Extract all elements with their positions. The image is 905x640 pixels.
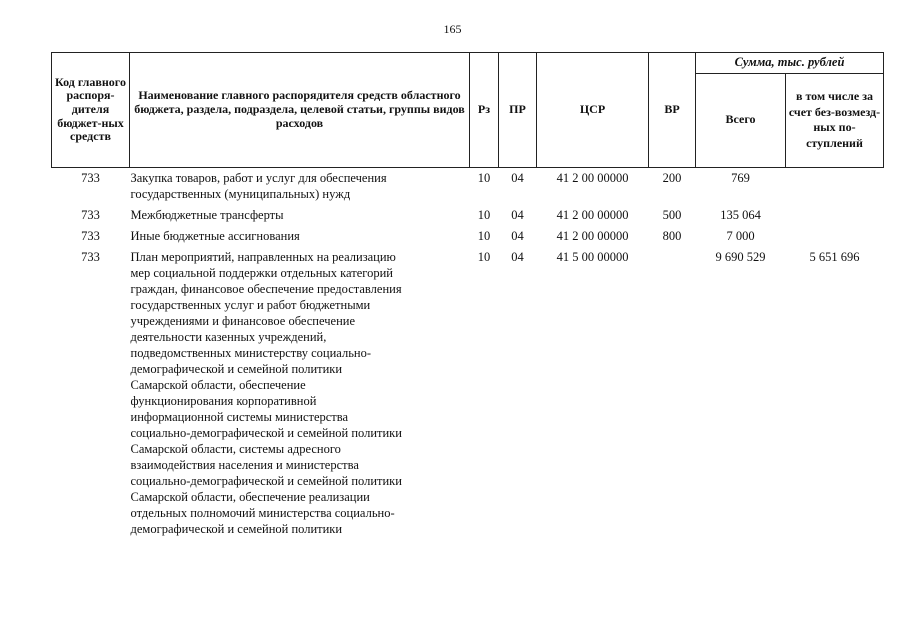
cell-name	[130, 223, 470, 244]
cell-free	[786, 167, 884, 202]
cell-code: 733	[81, 228, 100, 243]
row-name-text: План мероприятий, направленных на реализацию мер социальной поддержки отдельных категорий граждан, финансовое обеспечение предоставления государственных услуг и работ бюджетными учреждениями и финансовое обеспечение деятельности казенных учреждений, подведомственных министерству социально- демографической и семейной политики Самарской области, обеспечение функционирования корпоративной информационной системы министерства социально-демографической и семейной политики Самарской области, системы адресного взаимодействия населения и министерства социально-демографической и семейной политики Самарской области, обеспечение реализации отдельных полномочий министерства социально- демографической и семейной политики	[130, 249, 402, 536]
cell-rz: 10	[477, 207, 491, 222]
header-rz: Рз	[470, 53, 499, 168]
cell-total: 135 064	[720, 207, 761, 222]
cell-total: 9 690 529	[715, 249, 766, 264]
row-name-text: Межбюджетные трансферты	[130, 207, 284, 222]
cell-csr: 41 2 00 00000	[556, 170, 629, 185]
header-total: Всего	[696, 73, 786, 167]
cell-code: 733	[81, 170, 100, 185]
cell-csr: 41 2 00 00000	[556, 207, 629, 222]
cell-free: 5 651 696	[809, 249, 860, 264]
header-code: Код главного распоря-дителя бюджет-ных средств	[52, 53, 130, 168]
cell-total: 769	[731, 170, 750, 185]
row-name-text: Закупка товаров, работ и услуг для обеспечения государственных (муниципальных) нужд	[130, 170, 387, 201]
cell-pr: 04	[511, 228, 524, 243]
cell-pr: 04	[511, 249, 524, 264]
cell-name	[130, 167, 470, 202]
cell-vr: 500	[662, 207, 682, 222]
cell-csr: 41 2 00 00000	[556, 228, 629, 243]
table-row	[52, 223, 884, 244]
cell-code: 733	[81, 249, 100, 264]
header-name: Наименование главного распорядителя средств областного бюджета, раздела, подраздела, целевой статьи, группы видов расходов	[130, 53, 470, 168]
cell-free	[786, 202, 884, 223]
budget-table	[51, 52, 884, 537]
header-pr: ПР	[499, 53, 537, 168]
header-free: в том числе за счет без-возмезд-ных по-ступлений	[786, 73, 884, 167]
cell-rz: 10	[477, 170, 491, 185]
table-body	[52, 167, 884, 537]
cell-csr: 41 5 00 00000	[556, 249, 629, 264]
cell-name	[130, 202, 470, 223]
cell-rz: 10	[477, 249, 491, 264]
cell-vr	[649, 244, 696, 537]
cell-vr: 800	[662, 228, 682, 243]
row-name-text: Иные бюджетные ассигнования	[130, 228, 300, 243]
cell-rz: 10	[477, 228, 491, 243]
table-row	[52, 202, 884, 223]
table-row	[52, 244, 884, 537]
header-sum: Сумма, тыс. рублей	[696, 53, 884, 74]
cell-pr: 04	[511, 170, 524, 185]
cell-pr: 04	[511, 207, 524, 222]
cell-vr: 200	[662, 170, 682, 185]
page-number: 165	[443, 22, 462, 36]
cell-free	[786, 223, 884, 244]
cell-name	[130, 244, 470, 537]
cell-total: 7 000	[726, 228, 755, 243]
header-csr: ЦСР	[537, 53, 649, 168]
table-header	[52, 53, 884, 168]
cell-code: 733	[81, 207, 100, 222]
header-vr: ВР	[649, 53, 696, 168]
table-row	[52, 167, 884, 202]
